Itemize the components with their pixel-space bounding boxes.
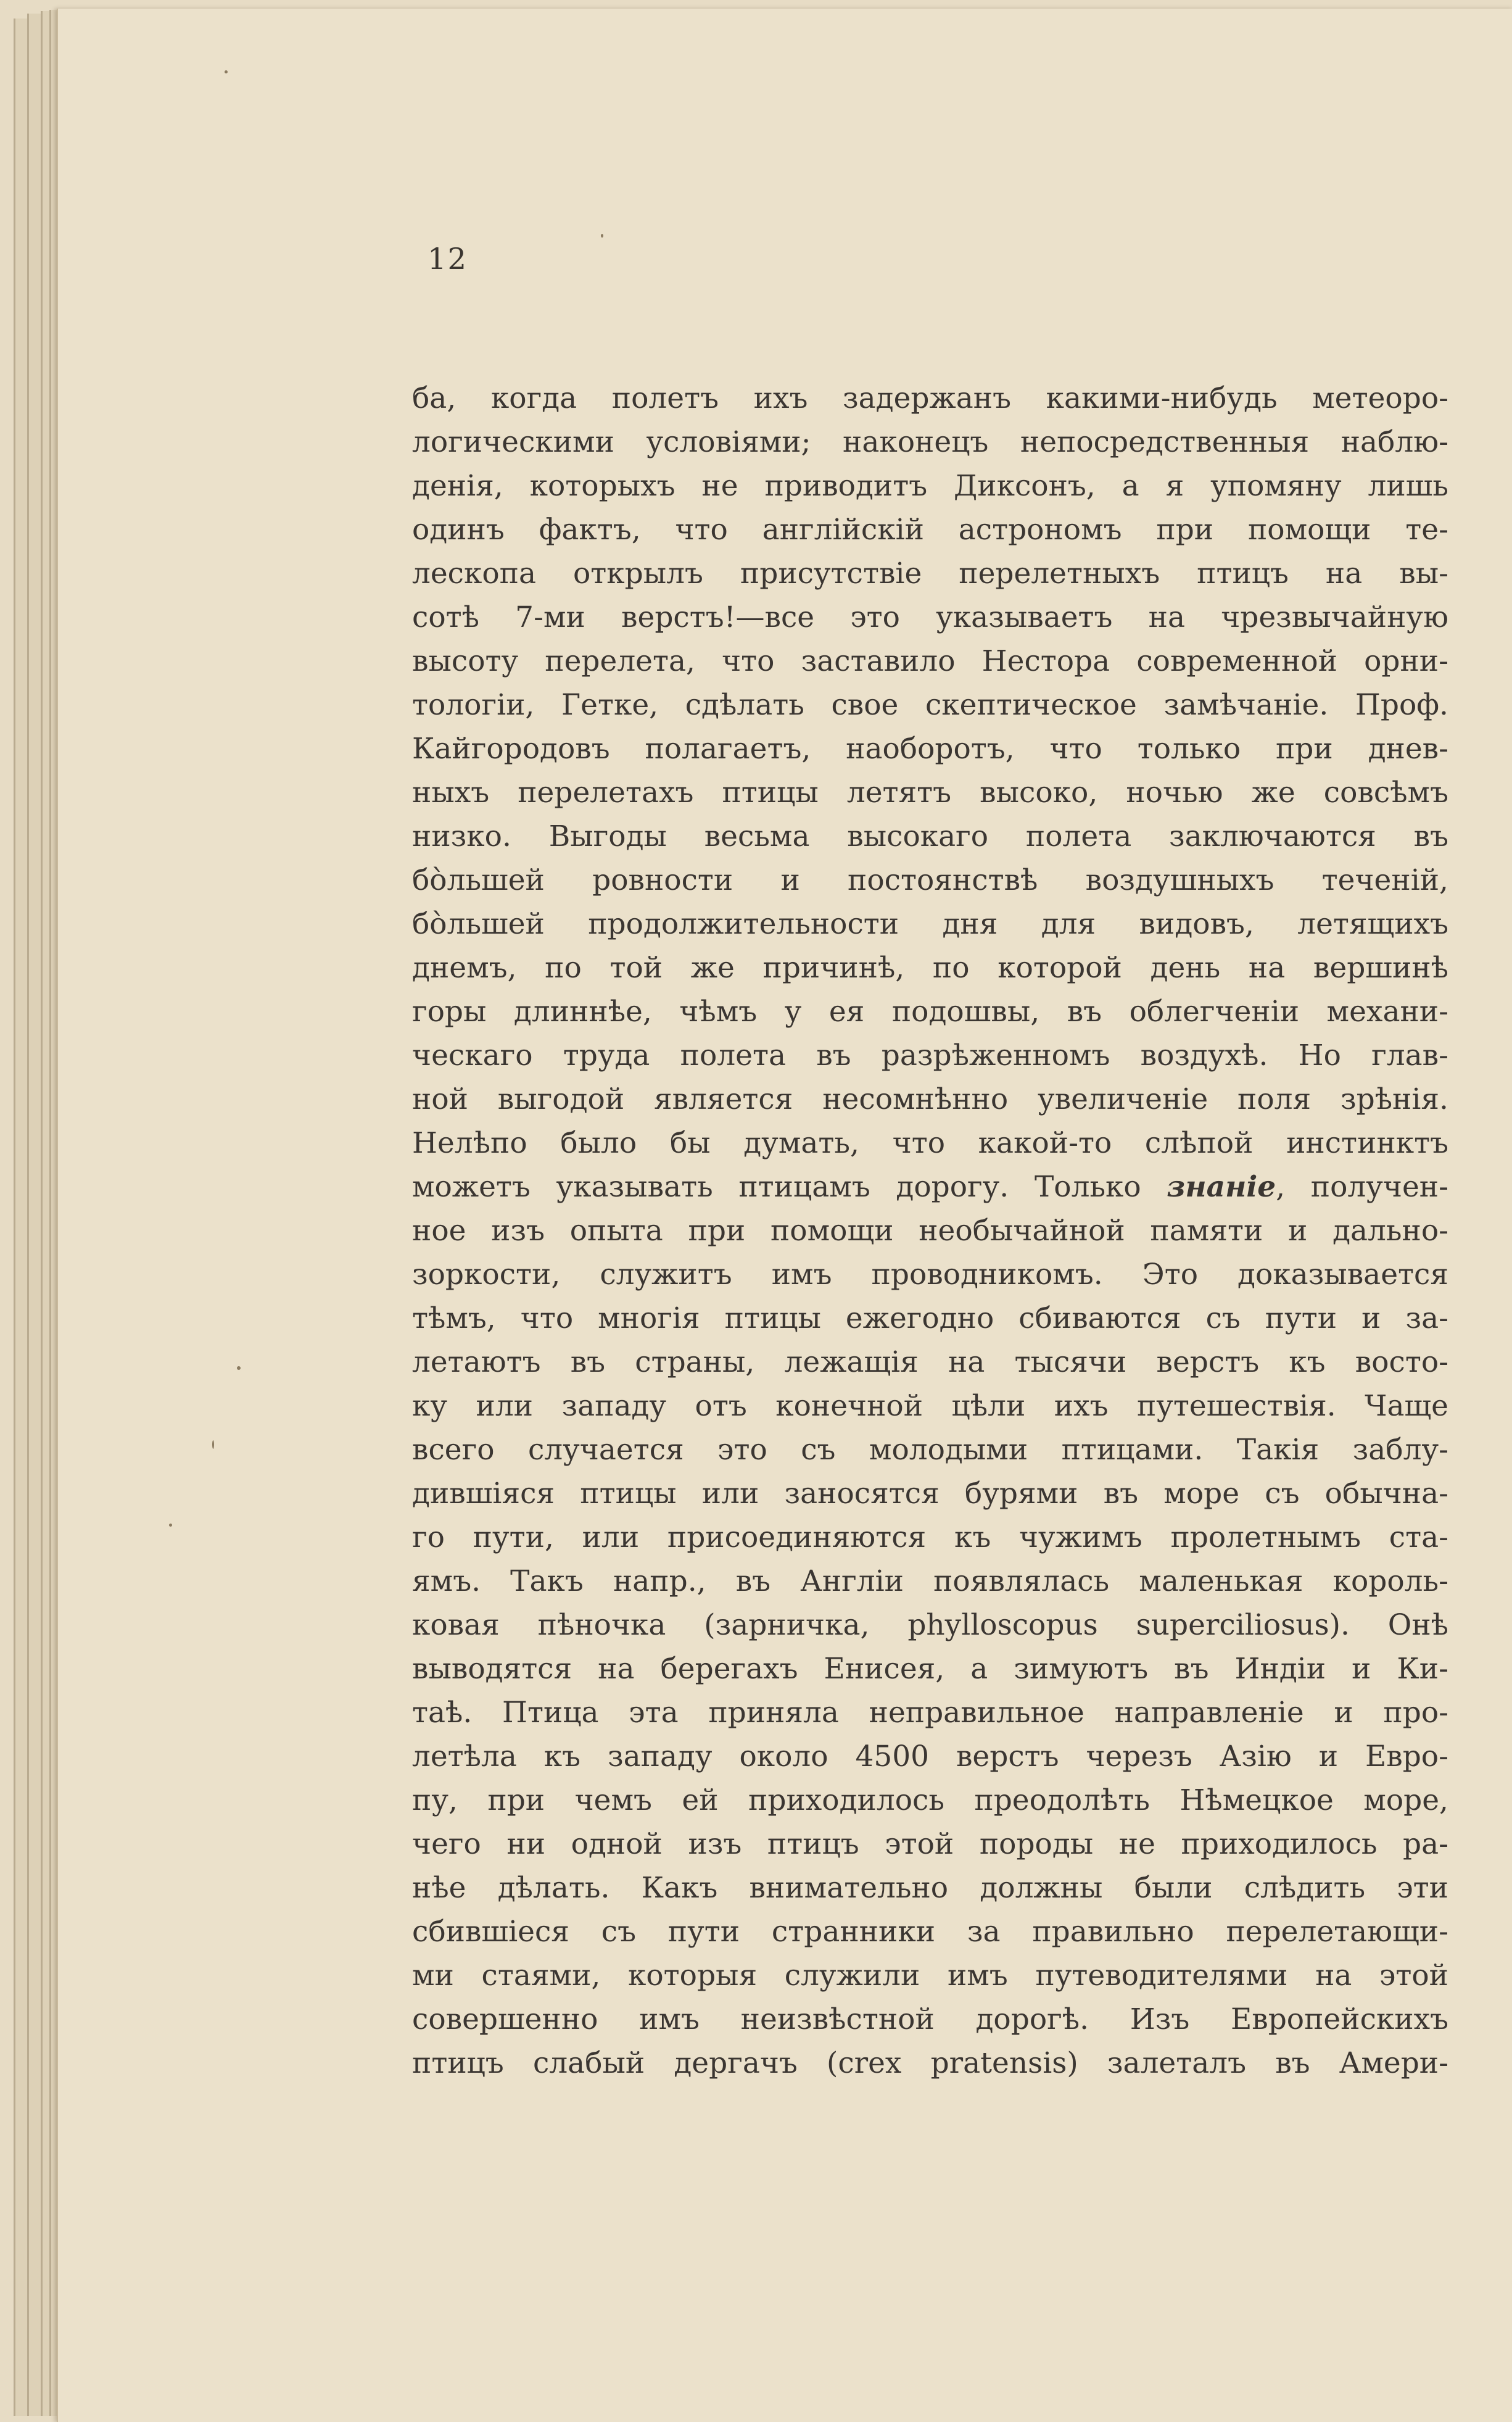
text-run: можетъ указывать птицамъ дорогу. Только xyxy=(412,1170,1167,1204)
text-line: бо̀льшей ровности и постоянствѣ воздушныхъ теченій, xyxy=(412,863,1448,897)
text-line: ми стаями, которыя служили имъ путеводителями на этой xyxy=(412,1959,1448,1993)
text-line: зоркости, служитъ имъ проводникомъ. Это доказывается xyxy=(412,1258,1448,1292)
text-line: Нелѣпо было бы думать, что какой-то слѣпой инстинктъ xyxy=(412,1126,1448,1160)
text-line: летѣла къ западу около 4500 верстъ черезъ Азію и Евро- xyxy=(412,1740,1448,1773)
text-line: ба, когда полетъ ихъ задержанъ какими-нибудь метеоро- xyxy=(412,381,1448,415)
paper-speck xyxy=(237,1366,241,1370)
text-line: сотѣ 7-ми верстъ!—все это указываетъ на чрезвычайную xyxy=(412,600,1448,634)
paper-speck xyxy=(212,1440,214,1449)
text-line: ныхъ перелетахъ птицы летятъ высоко, ночью же совсѣмъ xyxy=(412,776,1448,810)
text-line: ковая пѣночка (зарничка, phylloscopus superciliosus). Онѣ xyxy=(412,1608,1448,1642)
text-line: тѣмъ, что многія птицы ежегодно сбиваются съ пути и за- xyxy=(412,1301,1448,1335)
page-number: 12 xyxy=(428,242,468,276)
text-line: лескопа открылъ присутствіе перелетныхъ птицъ на вы- xyxy=(412,557,1448,591)
text-line-with-emphasis xyxy=(412,1165,1448,1209)
body-text xyxy=(412,376,1448,2085)
text-line: летаютъ въ страны, лежащія на тысячи верстъ къ восто- xyxy=(412,1345,1448,1379)
text-line: днемъ, по той же причинѣ, по которой день на вершинѣ xyxy=(412,951,1448,985)
text-line: всего случается это съ молодыми птицами. Такія заблу- xyxy=(412,1433,1448,1467)
text-line: логическими условіями; наконецъ непосредственныя наблю- xyxy=(412,425,1448,459)
text-line: одинъ фактъ, что англійскій астрономъ при помощи те- xyxy=(412,513,1448,547)
text-line: таѣ. Птица эта приняла неправильное направленіе и про- xyxy=(412,1696,1448,1730)
text-line: чего ни одной изъ птицъ этой породы не приходилось ра- xyxy=(412,1827,1448,1861)
emphasized-word: знаніе xyxy=(1167,1170,1276,1204)
text-line: ямъ. Такъ напр., въ Англіи появлялась маленькая король- xyxy=(412,1564,1448,1598)
text-line: низко. Выгоды весьма высокаго полета заключаются въ xyxy=(412,819,1448,853)
text-line: денія, которыхъ не приводитъ Диксонъ, а я упомяну лишь xyxy=(412,469,1448,503)
text-line: выводятся на берегахъ Енисея, а зимуютъ въ Индіи и Ки- xyxy=(412,1652,1448,1686)
text-line: тологіи, Гетке, сдѣлать свое скептическое замѣчаніе. Проф. xyxy=(412,688,1448,722)
text-line: пу, при чемъ ей приходилось преодолѣть Нѣмецкое море, xyxy=(412,1783,1448,1817)
text-line: го пути, или присоединяются къ чужимъ пролетнымъ ста- xyxy=(412,1520,1448,1554)
text-line: бо̀льшей продолжительности дня для видовъ, летящихъ xyxy=(412,907,1448,941)
paper-speck xyxy=(601,234,603,238)
text-line: сбившіеся съ пути странники за правильно перелетающи- xyxy=(412,1915,1448,1949)
text-line: совершенно имъ неизвѣстной дорогѣ. Изъ Европейскихъ xyxy=(412,2002,1448,2036)
text-line: ное изъ опыта при помощи необычайной памяти и дально- xyxy=(412,1214,1448,1248)
text-run: , получен- xyxy=(1276,1170,1449,1204)
text-line: птицъ слабый дергачъ (crex pratensis) залеталъ въ Амери- xyxy=(412,2046,1448,2080)
text-line: ной выгодой является несомнѣнно увеличеніе поля зрѣнія. xyxy=(412,1082,1448,1116)
text-line: высоту перелета, что заставило Нестора современной орни- xyxy=(412,644,1448,678)
text-line: Кайгородовъ полагаетъ, наоборотъ, что только при днев- xyxy=(412,732,1448,766)
text-line: ку или западу отъ конечной цѣли ихъ путешествія. Чаще xyxy=(412,1389,1448,1423)
text-line: нѣе дѣлать. Какъ внимательно должны были слѣдить эти xyxy=(412,1871,1448,1905)
text-line: горы длиннѣе, чѣмъ у ея подошвы, въ облегченіи механи- xyxy=(412,995,1448,1029)
text-line: дившіяся птицы или заносятся бурями въ море съ обычна- xyxy=(412,1477,1448,1511)
text-line: ческаго труда полета въ разрѣженномъ воздухѣ. Но глав- xyxy=(412,1039,1448,1072)
paper-speck xyxy=(169,1524,172,1527)
paper-speck xyxy=(225,70,228,73)
